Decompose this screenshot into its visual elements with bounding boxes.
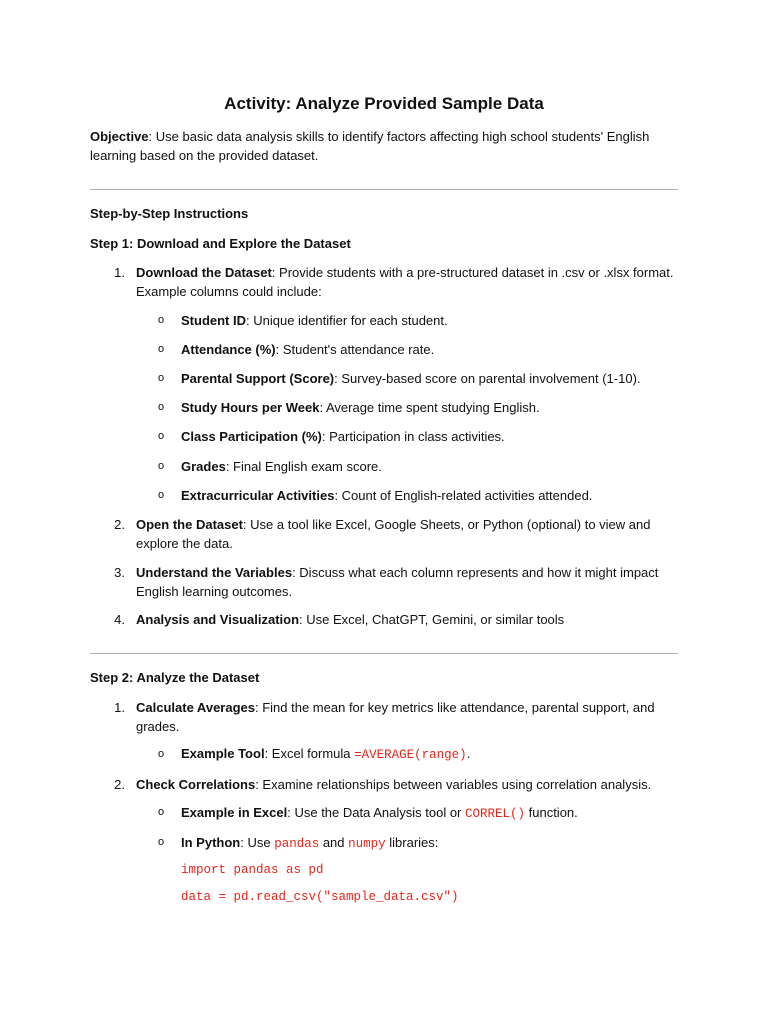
bullet-icon: o — [158, 806, 165, 818]
step1-item-understand — [136, 563, 684, 601]
column-desc: : Final English exam score. — [225, 459, 382, 474]
step1-item-analysis — [136, 610, 684, 629]
column-desc: : Survey-based score on parental involvement (1-10). — [334, 371, 641, 386]
column-study-hours — [181, 400, 681, 415]
item-text: : Excel formula — [264, 746, 355, 761]
item-text: : Find the mean for key metrics like attendance, parental support, and grades. — [136, 700, 655, 734]
objective-text: : Use basic data analysis skills to identify factors affecting high school students' English learning based on the provided dataset. — [90, 129, 650, 163]
item-label: Check Correlations — [136, 777, 256, 792]
divider — [90, 653, 678, 654]
code-snippet: =AVERAGE(range) — [354, 748, 467, 762]
column-desc: : Count of English-related activities attended. — [334, 488, 593, 503]
step1-heading: Step 1: Download and Explore the Dataset — [90, 236, 351, 251]
column-label: Grades — [181, 459, 226, 474]
code-snippet: CORREL() — [465, 807, 526, 821]
item-text: : Discuss what each column represents and how it might impact English learning outcomes. — [136, 565, 659, 599]
bullet-icon: o — [158, 430, 165, 442]
item-label: Example in Excel — [181, 805, 288, 820]
step2-heading: Step 2: Analyze the Dataset — [90, 670, 260, 685]
item-text: libraries: — [385, 835, 439, 850]
column-extracurricular — [181, 488, 681, 503]
item-text: . — [466, 746, 471, 761]
column-parental-support — [181, 371, 681, 386]
example-tool — [181, 746, 681, 762]
column-student-id — [181, 313, 681, 328]
objective-paragraph — [90, 127, 680, 165]
column-attendance — [181, 342, 681, 357]
column-label: Attendance (%) — [181, 342, 276, 357]
instructions-heading: Step-by-Step Instructions — [90, 206, 249, 221]
list-number: 4. — [114, 612, 125, 627]
code-snippet: pandas — [274, 837, 320, 851]
item-text: : Use Excel, ChatGPT, Gemini, or similar tools — [299, 612, 565, 627]
item-text: : Use the Data Analysis tool or — [287, 805, 465, 820]
code-snippet: numpy — [348, 837, 386, 851]
item-label: Calculate Averages — [136, 700, 255, 715]
example-excel — [181, 805, 681, 821]
item-text: : Use — [240, 835, 275, 850]
list-number: 1. — [114, 265, 125, 280]
item-label: Analysis and Visualization — [136, 612, 300, 627]
bullet-icon: o — [158, 343, 165, 355]
item-label: Example Tool — [181, 746, 265, 761]
column-desc: : Student's attendance rate. — [275, 342, 435, 357]
item-label: Download the Dataset — [136, 265, 272, 280]
step2-item-correlations — [136, 775, 684, 794]
step2-item-averages — [136, 698, 684, 736]
column-label: Study Hours per Week — [181, 400, 320, 415]
column-grades — [181, 459, 681, 474]
column-desc: : Participation in class activities. — [321, 429, 505, 444]
bullet-icon: o — [158, 748, 165, 760]
item-text: : Use a tool like Excel, Google Sheets, or Python (optional) to view and explore the data. — [136, 517, 651, 551]
divider — [90, 189, 678, 190]
column-class-participation — [181, 429, 681, 444]
list-number: 2. — [114, 517, 125, 532]
item-label: In Python — [181, 835, 241, 850]
column-desc: : Average time spent studying English. — [319, 400, 540, 415]
example-python — [181, 835, 681, 851]
item-text: function. — [525, 805, 578, 820]
column-label: Extracurricular Activities — [181, 488, 335, 503]
item-text: and — [319, 835, 349, 850]
item-text: : Examine relationships between variables using correlation analysis. — [255, 777, 652, 792]
objective-label: Objective — [90, 129, 149, 144]
bullet-icon: o — [158, 314, 165, 326]
list-number: 3. — [114, 565, 125, 580]
page-title: Activity: Analyze Provided Sample Data — [224, 94, 544, 113]
bullet-icon: o — [158, 836, 165, 848]
code-line: data = pd.read_csv("sample_data.csv") — [181, 890, 459, 904]
item-label: Understand the Variables — [136, 565, 293, 580]
bullet-icon: o — [158, 460, 165, 472]
list-number: 2. — [114, 777, 125, 792]
bullet-icon: o — [158, 401, 165, 413]
bullet-icon: o — [158, 489, 165, 501]
column-label: Parental Support (Score) — [181, 371, 335, 386]
code-line: import pandas as pd — [181, 863, 324, 877]
column-label: Class Participation (%) — [181, 429, 322, 444]
column-label: Student ID — [181, 313, 246, 328]
step1-item-download — [136, 263, 684, 301]
list-number: 1. — [114, 700, 125, 715]
item-text: : Provide students with a pre-structured dataset in .csv or .xlsx format. Example columns could include: — [136, 265, 674, 299]
bullet-icon: o — [158, 372, 165, 384]
step1-item-open — [136, 515, 684, 553]
item-label: Open the Dataset — [136, 517, 243, 532]
column-desc: : Unique identifier for each student. — [246, 313, 448, 328]
